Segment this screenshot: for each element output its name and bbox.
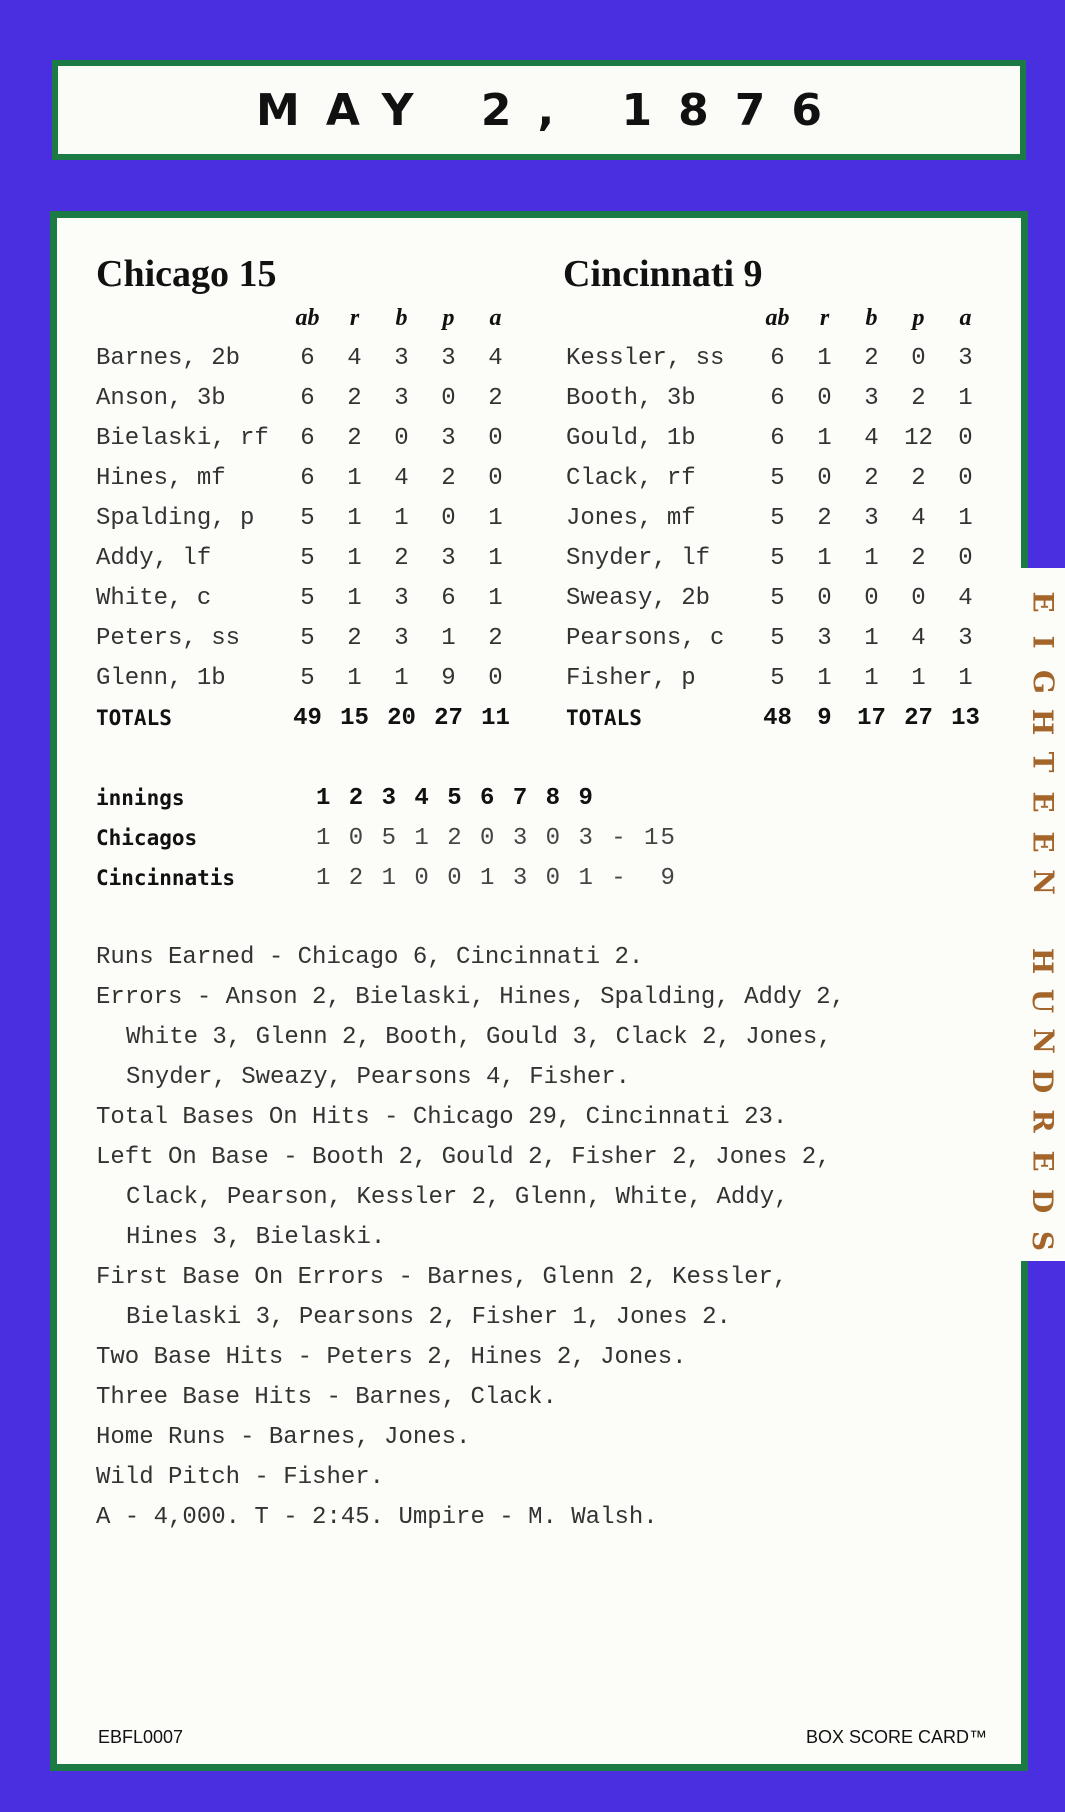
player-row: [96, 578, 519, 618]
note-line: Hines 3, Bielaski.: [126, 1224, 386, 1251]
stat-a: 2: [488, 384, 503, 412]
note-line: Two Base Hits - Peters 2, Hines 2, Jones.: [96, 1344, 687, 1371]
stat-ab: 6: [300, 424, 315, 452]
player-row: [566, 658, 989, 698]
column-header-b: b: [865, 304, 878, 331]
stat-p: 0: [911, 344, 926, 372]
line-score-values: 1 2 1 0 0 1 3 0 1 - 9: [316, 864, 677, 892]
stat-p: 4: [911, 624, 926, 652]
stat-p: 9: [441, 664, 456, 692]
stat-r: 1: [817, 424, 832, 452]
stat-ab: 5: [300, 544, 315, 572]
player-row: [566, 538, 989, 578]
stat-r: 4: [347, 344, 362, 372]
stat-ab: 5: [770, 664, 785, 692]
note-line: Home Runs - Barnes, Jones.: [96, 1424, 471, 1451]
stat-b: 1: [394, 504, 409, 532]
stat-r: 2: [347, 384, 362, 412]
stat-b: 3: [864, 504, 879, 532]
line-score: [96, 778, 677, 898]
player-row: [566, 458, 989, 498]
note-line: White 3, Glenn 2, Booth, Gould 3, Clack 2, Jones,: [126, 1024, 832, 1051]
stat-p: 0: [441, 384, 456, 412]
player-name: Pearsons, c: [566, 624, 725, 652]
stat-ab: 6: [300, 464, 315, 492]
game-notes: [96, 938, 996, 1538]
line-score-row: [96, 858, 677, 898]
column-header-blank: [566, 298, 754, 338]
stat-a: 1: [958, 504, 973, 532]
stat-a: 1: [958, 664, 973, 692]
player-row: [566, 338, 989, 378]
date-banner: [52, 60, 1026, 160]
player-name: Kessler, ss: [566, 344, 725, 372]
player-row: [96, 378, 519, 418]
player-row: [566, 618, 989, 658]
stat-r: 1: [347, 464, 362, 492]
stat-p: 2: [911, 384, 926, 412]
stat-b: 1: [394, 664, 409, 692]
player-row: [96, 458, 519, 498]
stat-ab: 5: [300, 504, 315, 532]
home-team-header: Chicago 15: [96, 253, 277, 295]
column-header-ab: ab: [295, 304, 320, 331]
player-row: [566, 378, 989, 418]
home-box-score-table: [96, 298, 519, 738]
stat-a: 4: [958, 584, 973, 612]
column-header-r: r: [819, 304, 830, 331]
stat-b: 3: [394, 384, 409, 412]
stat-b: 1: [864, 544, 879, 572]
stat-a: 4: [488, 344, 503, 372]
stat-b: 3: [394, 624, 409, 652]
stat-p: 12: [904, 424, 933, 452]
stat-p: 2: [911, 544, 926, 572]
stat-b: 3: [864, 384, 879, 412]
stat-b: 2: [864, 464, 879, 492]
player-name: Spalding, p: [96, 504, 255, 532]
stat-r: 3: [817, 624, 832, 652]
away-box-score-table: [566, 298, 989, 738]
player-name: Clack, rf: [566, 464, 696, 492]
column-header-r: r: [349, 304, 360, 331]
stat-a: 1: [958, 384, 973, 412]
stat-a: 1: [488, 504, 503, 532]
stat-r: 1: [817, 544, 832, 572]
totals-label: TOTALS: [96, 706, 172, 730]
column-header-row: [96, 298, 519, 338]
card-code: EBFL0007: [98, 1727, 184, 1747]
note-line: A - 4,000. T - 2:45. Umpire - M. Walsh.: [96, 1504, 658, 1531]
player-name: Booth, 3b: [566, 384, 696, 412]
stat-b: 2: [864, 344, 879, 372]
page-title: MAY 2, 1876: [256, 84, 848, 136]
note-line: Bielaski 3, Pearsons 2, Fisher 1, Jones 2.: [126, 1304, 731, 1331]
stat-r: 0: [817, 464, 832, 492]
player-row: [566, 418, 989, 458]
stat-ab: 5: [770, 584, 785, 612]
player-row: [96, 338, 519, 378]
player-row: [96, 498, 519, 538]
stat-a: 0: [958, 544, 973, 572]
line-score-team: Chicagos: [96, 826, 198, 850]
stat-r: 0: [817, 584, 832, 612]
stat-r: 1: [347, 544, 362, 572]
player-row: [96, 538, 519, 578]
player-name: Hines, mf: [96, 464, 226, 492]
stat-a: 0: [488, 424, 503, 452]
line-score-header: [96, 778, 677, 818]
stat-r: 15: [340, 704, 369, 732]
note-line: Clack, Pearson, Kessler 2, Glenn, White, Addy,: [126, 1184, 789, 1211]
stat-ab: 6: [300, 344, 315, 372]
card-brand: BOX SCORE CARD™: [805, 1727, 987, 1747]
stat-p: 0: [441, 504, 456, 532]
column-header-ab: ab: [765, 304, 790, 331]
stat-b: 1: [864, 624, 879, 652]
stat-a: 13: [951, 704, 980, 732]
stat-p: 0: [911, 584, 926, 612]
note-line: Total Bases On Hits - Chicago 29, Cincinnati 23.: [96, 1104, 788, 1131]
stat-r: 1: [817, 344, 832, 372]
stat-p: 6: [441, 584, 456, 612]
stat-ab: 49: [293, 704, 322, 732]
stat-a: 1: [488, 544, 503, 572]
totals-label: TOTALS: [566, 706, 642, 730]
player-name: Barnes, 2b: [96, 344, 241, 372]
stat-b: 3: [394, 344, 409, 372]
stat-p: 3: [441, 344, 456, 372]
player-name: Anson, 3b: [96, 384, 226, 412]
column-header-a: a: [489, 304, 502, 331]
stat-ab: 5: [300, 624, 315, 652]
stat-a: 0: [958, 464, 973, 492]
note-line: Three Base Hits - Barnes, Clack.: [96, 1384, 557, 1411]
column-header-p: p: [442, 304, 455, 331]
stat-b: 20: [387, 704, 416, 732]
stat-a: 0: [488, 464, 503, 492]
column-header-b: b: [395, 304, 408, 331]
away-team-header: Cincinnati 9: [563, 253, 763, 295]
player-row: [566, 498, 989, 538]
column-header-blank: [96, 298, 284, 338]
stat-p: 3: [441, 424, 456, 452]
stat-r: 9: [817, 704, 832, 732]
stat-p: 4: [911, 504, 926, 532]
stat-a: 2: [488, 624, 503, 652]
player-row: [96, 418, 519, 458]
stat-ab: 6: [770, 384, 785, 412]
column-header-p: p: [912, 304, 925, 331]
stat-p: 2: [441, 464, 456, 492]
player-name: Bielaski, rf: [96, 424, 269, 452]
player-name: Peters, ss: [96, 624, 241, 652]
stat-b: 4: [394, 464, 409, 492]
line-score-values: 1 0 5 1 2 0 3 0 3 - 15: [316, 824, 677, 852]
note-line: Runs Earned - Chicago 6, Cincinnati 2.: [96, 944, 644, 971]
stat-b: 17: [857, 704, 886, 732]
stat-ab: 5: [300, 664, 315, 692]
innings-numbers: 1 2 3 4 5 6 7 8 9: [316, 784, 595, 812]
note-line: First Base On Errors - Barnes, Glenn 2, Kessler,: [96, 1264, 788, 1291]
stat-a: 3: [958, 624, 973, 652]
player-name: Addy, lf: [96, 544, 212, 572]
stat-r: 2: [817, 504, 832, 532]
stat-p: 3: [441, 544, 456, 572]
player-name: Jones, mf: [566, 504, 696, 532]
stat-r: 0: [817, 384, 832, 412]
stat-r: 1: [347, 504, 362, 532]
player-name: Snyder, lf: [566, 544, 711, 572]
side-word: H U N D R E D S: [1026, 947, 1060, 1252]
stat-a: 1: [488, 584, 503, 612]
stat-a: 0: [958, 424, 973, 452]
stat-ab: 6: [770, 424, 785, 452]
note-line: Left On Base - Booth 2, Gould 2, Fisher 2, Jones 2,: [96, 1144, 831, 1171]
side-tab: [1020, 568, 1065, 1261]
line-score-row: [96, 818, 677, 858]
stat-b: 1: [864, 664, 879, 692]
stat-r: 1: [347, 584, 362, 612]
stat-p: 27: [434, 704, 463, 732]
stat-a: 3: [958, 344, 973, 372]
column-header-row: [566, 298, 989, 338]
stat-a: 11: [481, 704, 510, 732]
line-score-team: Cincinnatis: [96, 866, 236, 890]
column-header-a: a: [959, 304, 972, 331]
stat-b: 3: [394, 584, 409, 612]
stat-p: 2: [911, 464, 926, 492]
stat-ab: 6: [770, 344, 785, 372]
stat-b: 4: [864, 424, 879, 452]
stat-r: 2: [347, 424, 362, 452]
note-line: Snyder, Sweazy, Pearsons 4, Fisher.: [126, 1064, 631, 1091]
player-row: [96, 658, 519, 698]
totals-row: [566, 698, 989, 738]
stat-ab: 5: [770, 544, 785, 572]
stat-r: 2: [347, 624, 362, 652]
stat-ab: 5: [300, 584, 315, 612]
stat-p: 27: [904, 704, 933, 732]
player-name: Glenn, 1b: [96, 664, 226, 692]
stat-a: 0: [488, 664, 503, 692]
innings-label: innings: [96, 786, 185, 810]
player-name: White, c: [96, 584, 212, 612]
player-name: Fisher, p: [566, 664, 696, 692]
stat-ab: 6: [300, 384, 315, 412]
stat-ab: 5: [770, 504, 785, 532]
totals-row: [96, 698, 519, 738]
side-word: E I G H T E E N: [1026, 591, 1060, 895]
stat-ab: 48: [763, 704, 792, 732]
stat-b: 0: [864, 584, 879, 612]
note-line: Errors - Anson 2, Bielaski, Hines, Spalding, Addy 2,: [96, 984, 845, 1011]
player-row: [566, 578, 989, 618]
stat-ab: 5: [770, 464, 785, 492]
stat-r: 1: [347, 664, 362, 692]
stat-b: 0: [394, 424, 409, 452]
stat-p: 1: [441, 624, 456, 652]
stat-ab: 5: [770, 624, 785, 652]
stat-r: 1: [817, 664, 832, 692]
note-line: Wild Pitch - Fisher.: [96, 1464, 385, 1491]
stat-p: 1: [911, 664, 926, 692]
player-name: Gould, 1b: [566, 424, 696, 452]
player-row: [96, 618, 519, 658]
player-name: Sweasy, 2b: [566, 584, 711, 612]
stat-b: 2: [394, 544, 409, 572]
